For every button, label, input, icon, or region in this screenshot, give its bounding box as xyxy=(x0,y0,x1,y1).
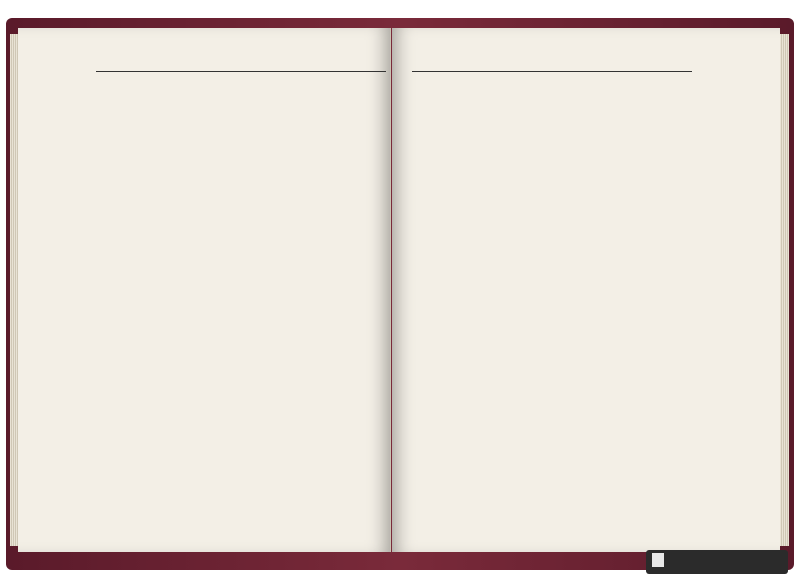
right-page-header-rule xyxy=(412,71,692,72)
left-page-header-rule xyxy=(96,71,386,72)
left-page xyxy=(18,28,391,552)
labirint-watermark xyxy=(646,550,788,574)
page-edges-right xyxy=(780,34,789,546)
right-page xyxy=(392,28,780,552)
labyrinth-logo-icon xyxy=(652,553,664,567)
